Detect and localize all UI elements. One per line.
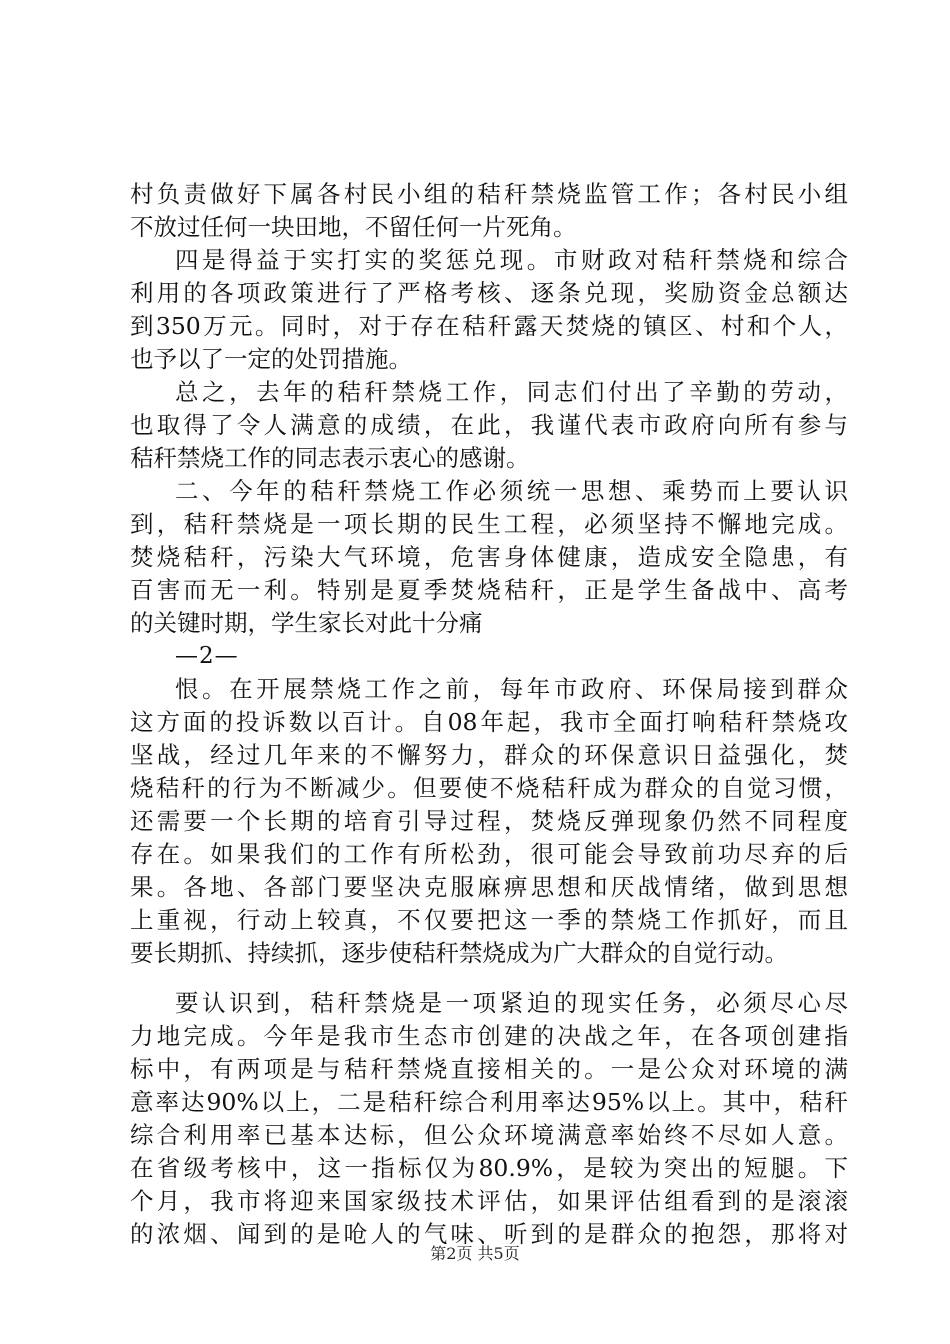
document-body [130, 178, 848, 1251]
text-line: 综合利用率已基本达标，但公众环境满意率始终不尽如人意。 [130, 1121, 848, 1149]
text-line: 利用的各项政策进行了严格考核、逐条兑现，奖励资金总额达 [130, 279, 848, 307]
text-line: 要长期抓、持续抓，逐步使秸秆禁烧成为广大群众的自觉行动。 [130, 939, 788, 967]
text-line: 果。各地、各部门要坚决克服麻痹思想和厌战情绪，做到思想 [130, 873, 848, 901]
text-line: 烧秸秆的行为不断减少。但要使不烧秸秆成为群众的自觉习惯， [130, 774, 848, 802]
text-line: 坚战，经过几年来的不懈努力，群众的环保意识日益强化，焚 [130, 741, 848, 769]
text-line: 恨。在开展禁烧工作之前，每年市政府、环保局接到群众 [175, 675, 848, 703]
text-line: 到，秸秆禁烧是一项长期的民生工程，必须坚持不懈地完成。 [130, 510, 848, 538]
text-line: 村负责做好下属各村民小组的秸秆禁烧监管工作；各村民小组 [130, 180, 848, 208]
text-line: 意率达90%以上，二是秸秆综合利用率达95%以上。其中，秸秆 [130, 1088, 848, 1116]
text-line: 到350万元。同时，对于存在秸秆露天焚烧的镇区、村和个人， [130, 312, 848, 340]
text-line: 标中，有两项是与秸秆禁烧直接相关的。一是公众对环境的满 [130, 1055, 848, 1083]
text-line: 也取得了令人满意的成绩，在此，我谨代表市政府向所有参与 [130, 411, 848, 439]
paragraph-gap [130, 970, 848, 987]
text-line: 百害而无一利。特别是夏季焚烧秸秆，正是学生备战中、高考 [130, 576, 848, 604]
text-line: 也予以了一定的处罚措施。 [130, 345, 412, 373]
text-line: 秸秆禁烧工作的同志表示衷心的感谢。 [130, 444, 530, 472]
text-line: 在省级考核中，这一指标仅为80.9%，是较为突出的短腿。下 [130, 1154, 848, 1182]
text-line: 焚烧秸秆，污染大气环境，危害身体健康，造成安全隐患，有 [130, 543, 848, 571]
text-line: 二、今年的秸秆禁烧工作必须统一思想、乘势而上要认识 [175, 477, 848, 505]
text-line: 四是得益于实打实的奖惩兑现。市财政对秸秆禁烧和综合 [175, 246, 848, 274]
text-line: 力地完成。今年是我市生态市创建的决战之年，在各项创建指 [130, 1022, 848, 1050]
text-line: 的关键时期，学生家长对此十分痛 [130, 609, 483, 637]
text-line: 总之，去年的秸秆禁烧工作，同志们付出了辛勤的劳动， [175, 378, 848, 406]
text-line: 这方面的投诉数以百计。自08年起，我市全面打响秸秆禁烧攻 [130, 708, 848, 736]
text-line: 个月，我市将迎来国家级技术评估，如果评估组看到的是滚滚 [130, 1187, 848, 1215]
text-line: 要认识到，秸秆禁烧是一项紧迫的现实任务，必须尽心尽 [175, 989, 848, 1017]
page-footer: 第2页 共5页 [430, 1244, 520, 1263]
text-line: 的浓烟、闻到的是呛人的气味、听到的是群众的抱怨，那将对 [130, 1220, 848, 1248]
text-line: 还需要一个长期的培育引导过程，焚烧反弹现象仍然不同程度 [130, 807, 848, 835]
text-line: 存在。如果我们的工作有所松劲，很可能会导致前功尽弃的后 [130, 840, 848, 868]
page-number-mark: —2— [175, 643, 239, 669]
text-line: 不放过任何一块田地，不留任何一片死角。 [130, 213, 577, 241]
text-line: 上重视，行动上较真，不仅要把这一季的禁烧工作抓好，而且 [130, 906, 848, 934]
